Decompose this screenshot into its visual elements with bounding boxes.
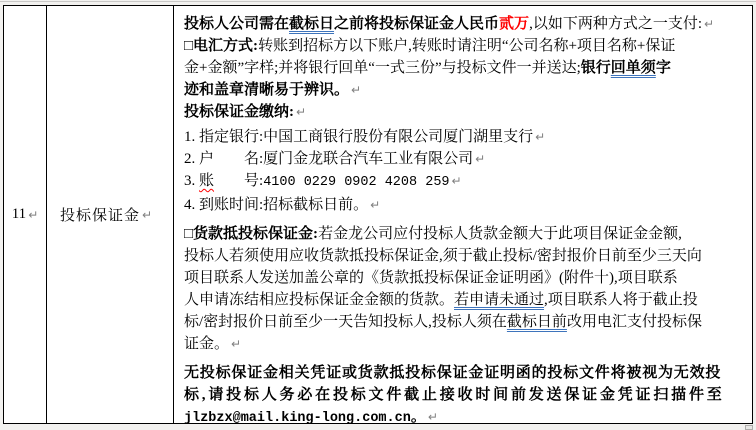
- text-segment: 3.: [184, 173, 199, 189]
- text-segment: ,项目联系人将于截止投: [544, 292, 698, 308]
- text-segment: ,以如下两种方式之一支付:: [529, 16, 702, 32]
- text-segment: 若申请未通过: [454, 292, 545, 308]
- bank-account-number: 4100 0229 0902 4208 259: [263, 175, 450, 190]
- text-line: [184, 194, 746, 216]
- text-segment: 迹和盖章清晰易于辨识。: [184, 82, 350, 98]
- text-segment: 账: [199, 173, 215, 189]
- text-line: [184, 13, 746, 35]
- content-lines: [184, 13, 746, 423]
- paragraph-mark-icon: ↵: [703, 17, 715, 31]
- row-number: 11: [11, 206, 27, 222]
- paragraph-mark-icon: ↵: [351, 83, 362, 97]
- text-line: [184, 126, 746, 148]
- text-segment: 转账到招标方以下账户,转账时请注明“公司名称+项目名称+保证: [258, 38, 676, 54]
- text-line: [184, 406, 746, 423]
- text-segment: 银行: [580, 60, 611, 76]
- deadline-term: 截标日: [289, 16, 335, 32]
- text-line: [184, 384, 746, 406]
- text-line: [184, 223, 746, 245]
- email-address: jlzbzx@mail.king-long.com.cn: [184, 411, 411, 423]
- text-segment: 改用电汇支付投标保: [566, 314, 702, 330]
- text-segment: 投标人若须使用应收货款抵投标保证金,须于截止投标/密封报价日前至少三天向: [184, 248, 702, 264]
- bank-name: 1. 指定银行:中国工商银行股份有限公司厦门湖里支行: [184, 129, 534, 145]
- paragraph-mark-icon: ↵: [535, 130, 546, 144]
- row-number-cell: [4, 6, 47, 423]
- paragraph-mark-icon: ↵: [142, 207, 154, 222]
- text-segment: 项目联系人发送加盖公章的《货款抵投标保证金证明函》(附件十),项目联系: [184, 270, 678, 286]
- paragraph-mark-icon: ↵: [231, 337, 242, 351]
- text-segment: 证金。: [184, 336, 230, 352]
- text-line: [184, 267, 746, 289]
- text-segment: 投标保证金缴纳:: [184, 104, 294, 120]
- text-line: [184, 101, 746, 123]
- account-holder: 2. 户 名:厦门金龙联合汽车工业有限公司: [184, 151, 474, 167]
- bond-amount-text: 贰万: [499, 16, 530, 32]
- text-segment: □电汇方式:: [184, 38, 259, 54]
- paragraph-mark-icon: ↵: [28, 207, 39, 222]
- text-line: [184, 79, 746, 101]
- text-segment: 之前将投标保证金人民币: [334, 16, 500, 32]
- text-segment: 4. 到账时间:招标截标日前。: [184, 197, 369, 213]
- text-line: [184, 57, 746, 79]
- text-segment: 标,请投标人务必在投标文件截止接收时间前发送保证金凭证扫描件至: [184, 387, 725, 403]
- text-line: [184, 333, 746, 355]
- text-line: [184, 362, 746, 384]
- paragraph-mark-icon: ↵: [427, 410, 438, 423]
- row-label: 投标保证金: [60, 208, 141, 224]
- text-line: [184, 289, 746, 311]
- text-segment: 号:: [214, 173, 264, 189]
- text-segment: 字: [655, 60, 671, 76]
- text-segment: 人申请冻结相应投标保证金金额的货款。: [184, 292, 455, 308]
- page-top-edge: [0, 1, 756, 2]
- text-segment: 金+金额”字样;并将银行回单“一式三份”与投标文件一并送达;: [184, 60, 581, 76]
- text-line: [184, 245, 746, 267]
- text-line: [184, 148, 746, 170]
- text-line: [184, 311, 746, 333]
- text-segment: 回单须: [610, 60, 656, 76]
- text-segment: 。: [410, 409, 426, 423]
- text-segment: □货款抵投标保证金:: [184, 226, 319, 242]
- text-segment: 标/密封报价日前至少一天告知投标人,投标人须在: [184, 314, 507, 330]
- text-segment: 投标人公司需在: [184, 16, 290, 32]
- text-segment: 无投标保证金相关凭证或货款抵投标保证金证明函的投标文件将被视为无效投: [184, 365, 722, 381]
- table-resize-handle-icon[interactable]: [745, 425, 753, 430]
- deadline-term: 截标日前: [506, 314, 567, 330]
- bid-bond-table-row: [3, 5, 753, 424]
- row-label-cell: [47, 6, 174, 423]
- paragraph-mark-icon: ↵: [296, 105, 307, 119]
- row-content-cell: [174, 6, 752, 423]
- text-line: [184, 170, 746, 194]
- text-line: [184, 35, 746, 57]
- paragraph-mark-icon: ↵: [370, 198, 381, 212]
- paragraph-mark-icon: ↵: [451, 174, 462, 188]
- text-segment: 若金龙公司应付投标人货款金额大于此项目保证金金额,: [318, 226, 682, 242]
- paragraph-mark-icon: ↵: [475, 152, 486, 166]
